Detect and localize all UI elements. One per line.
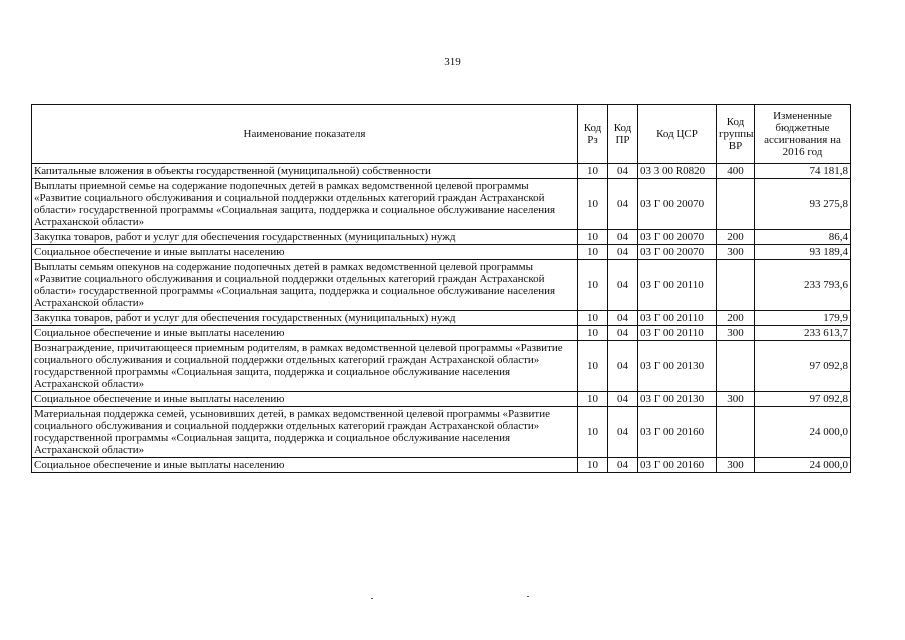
cell-csr: 03 Г 00 20160	[638, 407, 717, 458]
cell-vr	[717, 407, 755, 458]
cell-csr: 03 Г 00 20110	[638, 311, 717, 326]
cell-name: Капитальные вложения в объекты государственной (муниципальной) собственности	[32, 164, 578, 179]
cell-csr: 03 Г 00 20130	[638, 341, 717, 392]
cell-csr: 03 3 00 R0820	[638, 164, 717, 179]
budget-table	[31, 104, 851, 473]
cell-vr	[717, 179, 755, 230]
header-csr: Код ЦСР	[638, 105, 717, 164]
cell-amount: 97 092,8	[755, 341, 851, 392]
cell-name: Материальная поддержка семей, усыновивших детей, в рамках ведомственной целевой программы «Развитие социального обслуживания и социальной поддержки отдельных категорий граждан Астраханской области» государственной программы «Социальная защита, поддержка и социальное обслуживание населения Астраханской области»	[32, 407, 578, 458]
cell-pr: 04	[608, 341, 638, 392]
cell-rz: 10	[578, 341, 608, 392]
cell-rz: 10	[578, 326, 608, 341]
cell-rz: 10	[578, 407, 608, 458]
cell-csr: 03 Г 00 20110	[638, 260, 717, 311]
table-body	[32, 164, 851, 473]
cell-amount: 233 613,7	[755, 326, 851, 341]
header-pr: Код ПР	[608, 105, 638, 164]
cell-name: Социальное обеспечение и иные выплаты населению	[32, 392, 578, 407]
cell-csr: 03 Г 00 20110	[638, 326, 717, 341]
cell-amount: 24 000,0	[755, 407, 851, 458]
cell-pr: 04	[608, 311, 638, 326]
table-row	[32, 392, 851, 407]
cell-vr: 300	[717, 392, 755, 407]
cell-name: Социальное обеспечение и иные выплаты населению	[32, 326, 578, 341]
page-number: 319	[444, 56, 461, 68]
cell-rz: 10	[578, 311, 608, 326]
cell-pr: 04	[608, 230, 638, 245]
cell-amount: 74 181,8	[755, 164, 851, 179]
cell-csr: 03 Г 00 20070	[638, 245, 717, 260]
cell-vr: 400	[717, 164, 755, 179]
cell-rz: 10	[578, 245, 608, 260]
cell-name: Выплаты приемной семье на содержание подопечных детей в рамках ведомственной целевой программы «Развитие социального обслуживания и социальной поддержки отдельных категорий граждан Астраханской области» государственной программы «Социальная защита, поддержка и социальное обслуживание населения Астраханской области»	[32, 179, 578, 230]
cell-amount: 233 793,6	[755, 260, 851, 311]
cell-pr: 04	[608, 179, 638, 230]
cell-amount: 97 092,8	[755, 392, 851, 407]
table-row	[32, 458, 851, 473]
cell-amount: 93 275,8	[755, 179, 851, 230]
cell-amount: 93 189,4	[755, 245, 851, 260]
cell-name: Вознаграждение, причитающееся приемным родителям, в рамках ведомственной целевой программы «Развитие социального обслуживания и социальной поддержки отдельных категорий граждан Астраханской области» государственной программы «Социальная защита, поддержка и социальное обслуживание населения Астраханской области»	[32, 341, 578, 392]
cell-pr: 04	[608, 260, 638, 311]
table-row	[32, 341, 851, 392]
cell-vr: 200	[717, 230, 755, 245]
cell-rz: 10	[578, 392, 608, 407]
cell-amount: 86,4	[755, 230, 851, 245]
cell-csr: 03 Г 00 20160	[638, 458, 717, 473]
cell-name: Закупка товаров, работ и услуг для обеспечения государственных (муниципальных) нужд	[32, 311, 578, 326]
cell-pr: 04	[608, 326, 638, 341]
cell-rz: 10	[578, 260, 608, 311]
cell-pr: 04	[608, 245, 638, 260]
table-row	[32, 311, 851, 326]
cell-pr: 04	[608, 392, 638, 407]
header-name: Наименование показателя	[32, 105, 578, 164]
cell-name: Социальное обеспечение и иные выплаты населению	[32, 458, 578, 473]
header-vr: Код группы ВР	[717, 105, 755, 164]
cell-vr: 300	[717, 458, 755, 473]
table-row	[32, 326, 851, 341]
cell-name: Закупка товаров, работ и услуг для обеспечения государственных (муниципальных) нужд	[32, 230, 578, 245]
cell-name: Выплаты семьям опекунов на содержание подопечных детей в рамках ведомственной целевой программы «Развитие социального обслуживания и социальной поддержки отдельных категорий граждан Астраханской области» государственной программы «Социальная защита, поддержка и социальное обслуживание населения Астраханской области»	[32, 260, 578, 311]
table-row	[32, 260, 851, 311]
cell-csr: 03 Г 00 20070	[638, 179, 717, 230]
header-amount: Измененные бюджетные ассигнования на 2016 год	[755, 105, 851, 164]
cell-vr: 200	[717, 311, 755, 326]
cell-vr	[717, 260, 755, 311]
table-row	[32, 164, 851, 179]
table-row	[32, 230, 851, 245]
table-row	[32, 179, 851, 230]
cell-csr: 03 Г 00 20130	[638, 392, 717, 407]
cell-pr: 04	[608, 407, 638, 458]
table-row	[32, 245, 851, 260]
scan-speck	[527, 596, 529, 597]
header-rz: Код Рз	[578, 105, 608, 164]
cell-pr: 04	[608, 458, 638, 473]
cell-vr	[717, 341, 755, 392]
cell-pr: 04	[608, 164, 638, 179]
cell-vr: 300	[717, 326, 755, 341]
table-header-row	[32, 105, 851, 164]
cell-rz: 10	[578, 230, 608, 245]
cell-vr: 300	[717, 245, 755, 260]
cell-amount: 24 000,0	[755, 458, 851, 473]
cell-name: Социальное обеспечение и иные выплаты населению	[32, 245, 578, 260]
scan-speck	[371, 598, 373, 599]
cell-rz: 10	[578, 164, 608, 179]
cell-rz: 10	[578, 458, 608, 473]
cell-amount: 179,9	[755, 311, 851, 326]
cell-csr: 03 Г 00 20070	[638, 230, 717, 245]
table-row	[32, 407, 851, 458]
cell-rz: 10	[578, 179, 608, 230]
